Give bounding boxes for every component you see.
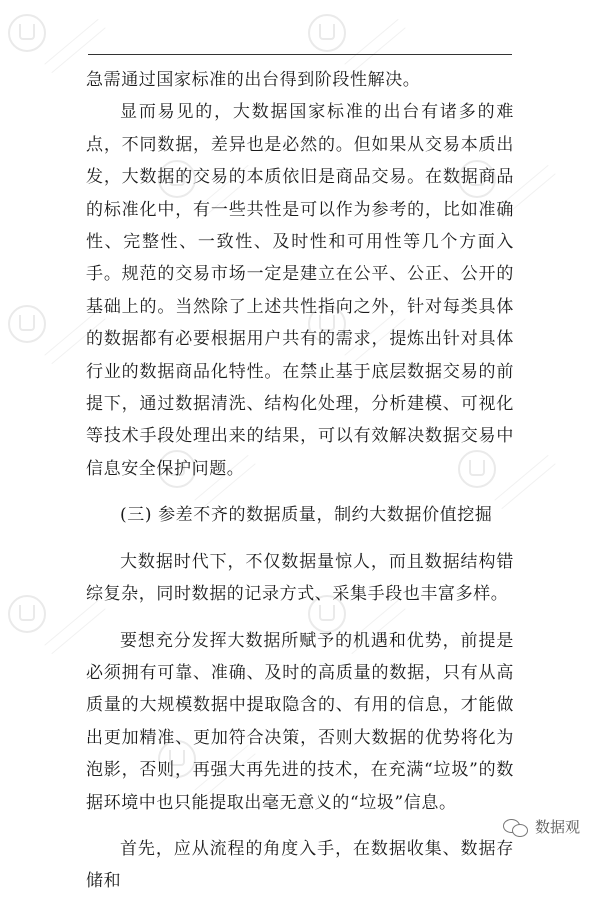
paragraph: 要想充分发挥大数据所赋予的机遇和优势，前提是必须拥有可靠、准确、及时的高质量的数据，只有从高质量的大规模数据中提取隐含的、有用的信息，才能做出更加精准、更加符合决策，否则大数据的优势将化为泡影，否则，再强大再先进的技术，在充满“垃圾”的数据环境中也只能提取出毫无意义的“垃圾”信息。 xyxy=(86,630,514,813)
brand-logo xyxy=(503,816,580,837)
brand-name: 数据观 xyxy=(534,818,580,836)
wechat-icon xyxy=(503,817,529,837)
watermark-logo-icon xyxy=(8,595,46,633)
section-heading: (三) 参差不齐的数据质量，制约大数据价值挖掘 xyxy=(120,505,493,526)
watermark-logo-icon xyxy=(8,14,46,52)
header-rule xyxy=(88,54,512,55)
paragraph: 大数据时代下，不仅数据量惊人，而且数据结构错综复杂，同时数据的记录方式、采集手段也丰富多样。 xyxy=(86,551,514,605)
body-text xyxy=(86,64,514,898)
watermark-logo-icon xyxy=(308,14,346,52)
paragraph: 首先，应从流程的角度入手，在数据收集、数据存储和 xyxy=(86,838,514,892)
watermark-logo-icon xyxy=(8,305,46,343)
paragraph: 急需通过国家标准的出台得到阶段性解决。 xyxy=(86,70,421,90)
paragraph: 显而易见的，大数据国家标准的出台有诸多的难点，不同数据，差异也是必然的。但如果从交易本质出发，大数据的交易的本质依旧是商品交易。在数据商品的标准化中，有一些共性是可以作为参考的，比如准确性、完整性、一致性、及时性和可用性等几个方面入手。规范的交易市场一定是建立在公平、公正、公开的基础上的。当然除了上述共性指向之外，针对每类具体的数据都有必要根据用户共有的需求，提炼出针对具体行业的数据商品化特性。在禁止基于底层数据交易的前提下，通过数据清洗、结构化处理，分析建模、可视化等技术手段处理出来的结果，可以有效解决数据交易中信息安全保护问题。 xyxy=(86,102,514,479)
